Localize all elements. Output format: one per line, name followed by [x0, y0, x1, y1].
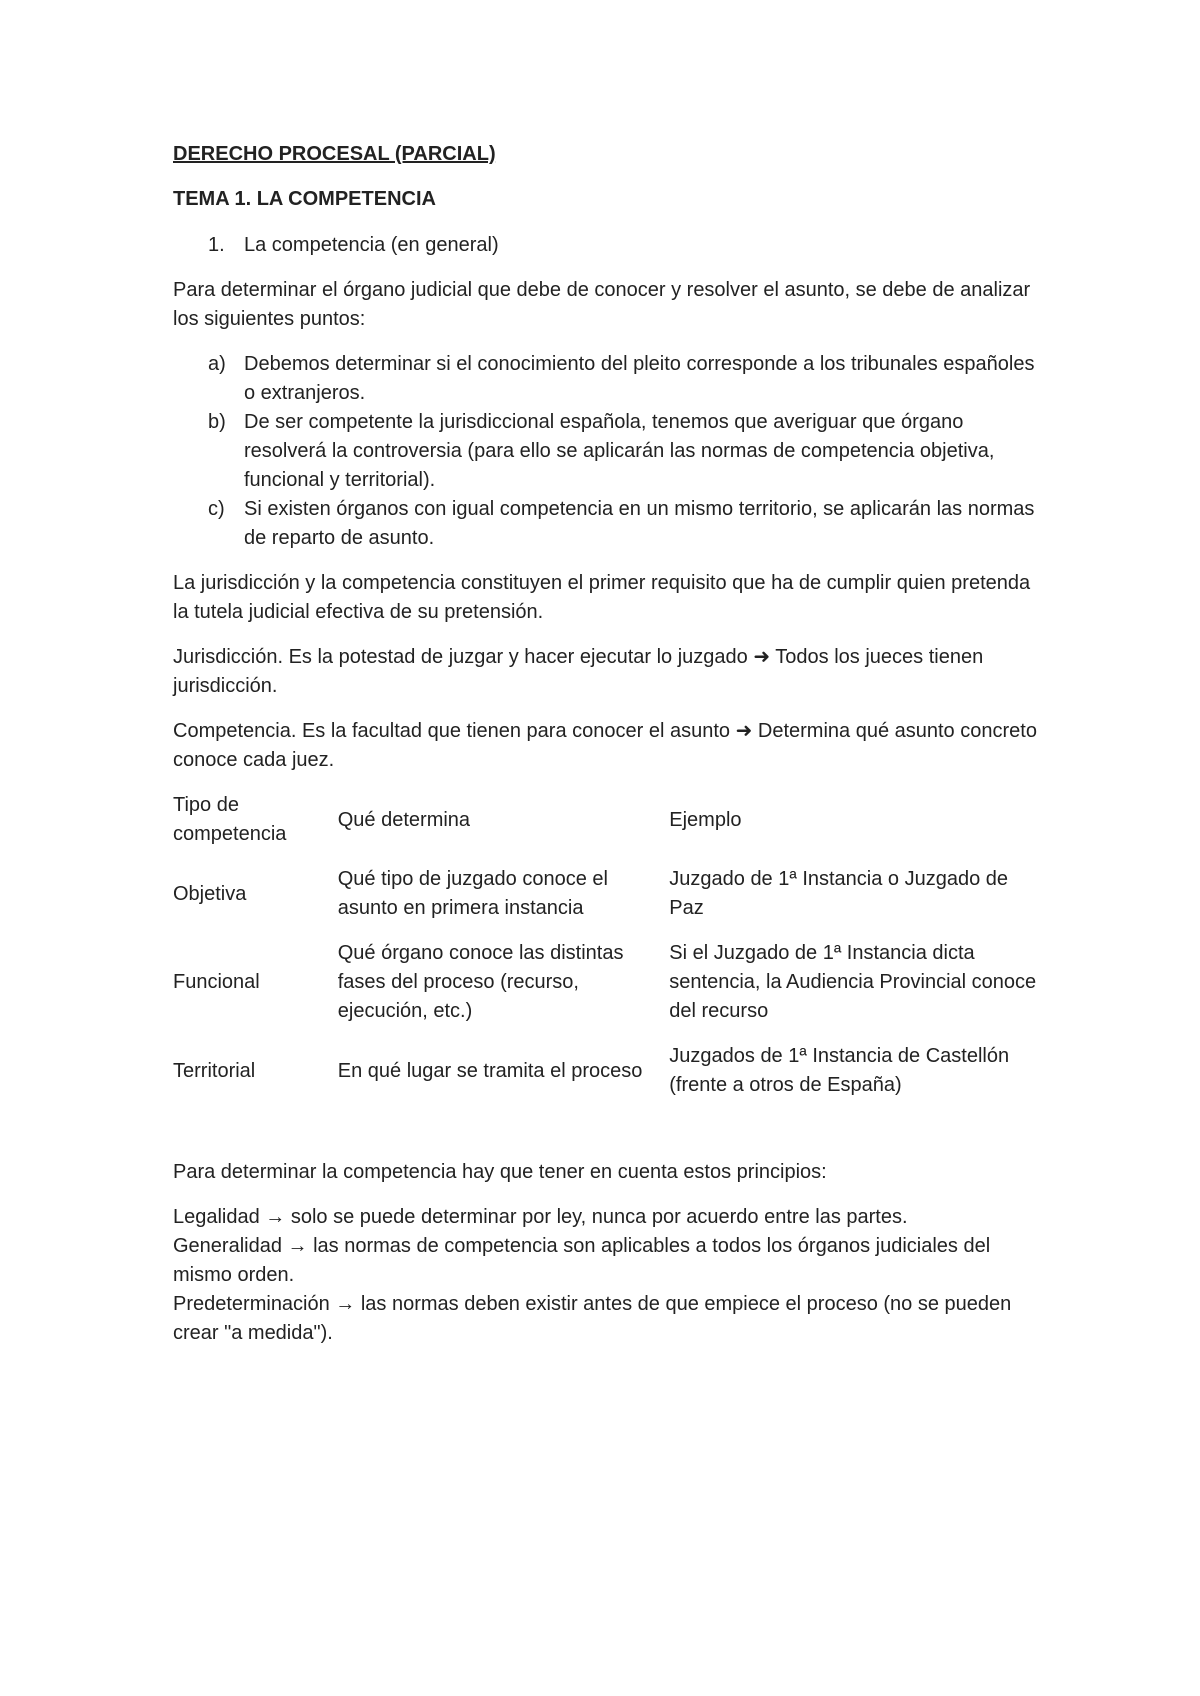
table-header-cell: Qué determina [337, 808, 471, 831]
table-row [173, 1042, 1043, 1116]
table-cell: Si el Juzgado de 1ª Instancia dicta sentencia, la Audiencia Provincial conoce del recurso [669, 942, 1037, 1022]
table-cell: Objetiva [173, 882, 247, 905]
table-header-cell: Tipo de competencia [173, 794, 287, 845]
competencia-paragraph: Competencia. Es la facultad que tienen para conocer el asunto ➜ Determina qué asunto concreto conoce cada juez. [173, 720, 1037, 771]
table-cell: Qué órgano conoce las distintas fases del proceso (recurso, ejecución, etc.) [337, 942, 624, 1022]
document-page [173, 140, 1043, 1348]
requisito-paragraph: La jurisdicción y la competencia constituyen el primer requisito que ha de cumplir quien pretenda la tutela judicial efectiva de su pretensión. [173, 572, 1031, 623]
table-cell: Juzgado de 1ª Instancia o Juzgado de Paz [669, 868, 1009, 919]
document-title: DERECHO PROCESAL (PARCIAL) [173, 143, 496, 165]
table-row [173, 865, 1043, 939]
topic-title: TEMA 1. LA COMPETENCIA [173, 188, 436, 210]
principles-list [173, 1203, 1043, 1348]
principle-item: Legalidad → solo se puede determinar por ley, nunca por acuerdo entre las partes. [173, 1206, 908, 1228]
table-header-row [173, 791, 1043, 865]
jurisdiccion-paragraph: Jurisdicción. Es la potestad de juzgar y hacer ejecutar lo juzgado ➜ Todos los jueces tienen jurisdicción. [173, 646, 984, 697]
intro-paragraph: Para determinar el órgano judicial que debe de conocer y resolver el asunto, se debe de analizar los siguientes puntos: [173, 279, 1031, 330]
points-list [173, 350, 1043, 553]
list-item-text: Si existen órganos con igual competencia en un mismo territorio, se aplicarán las normas de reparto de asunto. [244, 498, 1035, 549]
table-cell: Qué tipo de juzgado conoce el asunto en primera instancia [337, 868, 608, 919]
table-cell: En qué lugar se tramita el proceso [337, 1059, 643, 1082]
table-cell: Juzgados de 1ª Instancia de Castellón (frente a otros de España) [669, 1045, 1010, 1096]
list-item-text: Debemos determinar si el conocimiento del pleito corresponde a los tribunales españoles o extranjeros. [244, 353, 1035, 404]
list-item [173, 408, 1043, 495]
table-header-cell: Ejemplo [669, 808, 742, 831]
list-item [173, 495, 1043, 553]
section-number: 1. [208, 234, 225, 256]
list-item [173, 350, 1043, 408]
list-marker: c) [208, 498, 225, 520]
principle-item: Generalidad → las normas de competencia son aplicables a todos los órganos judiciales del mismo orden. [173, 1235, 991, 1286]
table-row [173, 939, 1043, 1042]
table-cell: Territorial [173, 1059, 256, 1082]
table-cell: Funcional [173, 971, 260, 993]
list-item-text: De ser competente la jurisdiccional española, tenemos que averiguar que órgano resolverá la controversia (para ello se aplicarán las normas de competencia objetiva, funcional y territorial). [244, 411, 995, 491]
list-marker: b) [208, 411, 226, 433]
competence-table [173, 791, 1043, 1116]
list-marker: a) [208, 353, 226, 375]
principles-intro: Para determinar la competencia hay que tener en cuenta estos principios: [173, 1161, 827, 1183]
section-label: La competencia (en general) [244, 234, 499, 256]
section-heading [173, 231, 1043, 260]
principle-item: Predeterminación → las normas deben existir antes de que empiece el proceso (no se pueden crear "a medida"). [173, 1293, 1012, 1344]
